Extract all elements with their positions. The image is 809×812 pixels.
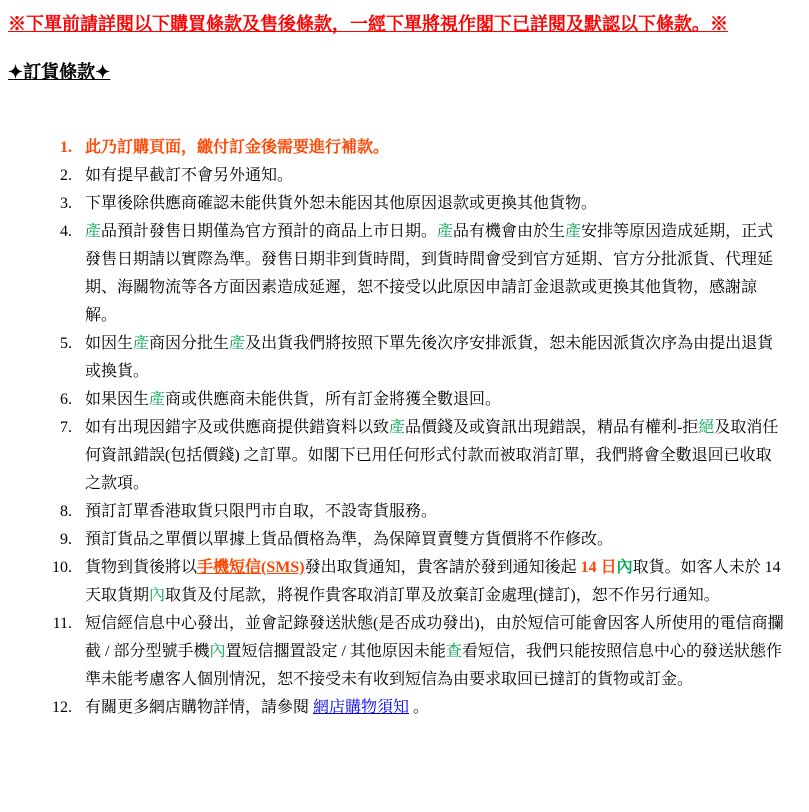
term-text	[85, 559, 781, 604]
highlighted-text: 產	[389, 419, 406, 436]
term-text	[85, 503, 437, 520]
plain-text: 及出貨我們將按照下單先後次序安排派貨，恕未能因派貨次序為由提出退貨或換貨。	[85, 335, 774, 380]
plain-text: 如因生	[85, 335, 134, 352]
term-text	[85, 531, 613, 548]
term-item	[8, 694, 787, 722]
term-item	[8, 218, 787, 330]
term-number: 1.	[60, 139, 72, 156]
highlighted-text: 內	[149, 587, 166, 604]
term-number: 10.	[52, 559, 72, 576]
term-text	[85, 139, 389, 156]
term-item	[8, 526, 787, 554]
term-number: 2.	[60, 167, 72, 184]
term-number: 7.	[60, 419, 72, 436]
plain-text: 及取消任何資訊錯誤(包括價錢) 之訂單。如閣下已用任何形式付款而被取消訂單，我們將會全數退回已收取之款項。	[85, 419, 779, 492]
term-text	[85, 223, 773, 324]
term-number: 9.	[60, 531, 72, 548]
highlighted-text: 產	[85, 223, 102, 240]
plain-text: 取貨。如客人未於 14 天取貨期	[85, 559, 781, 604]
term-number: 4.	[60, 223, 72, 240]
term-item	[8, 498, 787, 526]
plain-text: 預訂貨品之單價以單據上貨品價格為準，為保障買賣雙方貨價將不作修改。	[85, 531, 614, 548]
plain-text: 。	[409, 699, 430, 716]
term-text	[85, 167, 293, 184]
plain-text: 預訂訂單香港取貨只限門市自取，不設寄貨服務。	[85, 503, 438, 520]
term-item	[8, 162, 787, 190]
plain-text: 品有機會由於生	[453, 223, 566, 240]
term-item	[8, 134, 787, 162]
term-item	[8, 610, 787, 694]
plain-text: 置短信擱置設定 / 其他原因未能	[225, 643, 446, 660]
plain-text: 如有提早截訂不會另外通知。	[85, 167, 294, 184]
plain-text: 發出取貨通知，貴客請於發到通知後起	[304, 559, 581, 576]
plain-text: 商或供應商未能供貨，所有訂金將獲全數退回。	[165, 391, 502, 408]
highlighted-text: 查	[445, 643, 462, 660]
plain-text: 取貨及付尾款，將視作貴客取消訂單及放棄訂金處理(撻訂)，恕不作另行通知。	[165, 587, 720, 604]
highlighted-text: 產	[149, 391, 166, 408]
plain-text: 安排等原因造成延期，正式發售日期請以實際為準。發售日期非到貨時間，到貨時間會受到官方延期、官方分批派貨、代理延期、海關物流等各方面因素造成延遲，恕不接受以此原因申請訂金退款或更換其他貨物，感謝諒解。	[85, 223, 774, 324]
highlighted-text: 內	[616, 559, 633, 576]
term-item	[8, 190, 787, 218]
plain-text: 如有出現因錯字及或供應商提供錯資料以致	[85, 419, 390, 436]
terms-list	[8, 134, 787, 722]
plain-text: 品預計發售日期僅為官方預計的商品上市日期。	[101, 223, 438, 240]
shop-guide-link[interactable]: 網店購物須知	[313, 699, 410, 716]
term-text	[85, 419, 778, 492]
term-item	[8, 386, 787, 414]
highlighted-text: 絕	[698, 419, 715, 436]
plain-text: 商因分批生	[149, 335, 230, 352]
section-title-order-terms: ✦訂貨條款✦	[8, 62, 111, 82]
highlighted-text: 產	[565, 223, 582, 240]
purchase-notice: ※下單前請詳閱以下購買條款及售後條款，一經下單將視作閣下已詳閱及默認以下條款。※	[8, 14, 728, 34]
term-item	[8, 414, 787, 498]
term-number: 11.	[52, 615, 72, 632]
plain-text: 有關更多網店購物詳情，請參閱	[85, 699, 314, 716]
term-item	[8, 330, 787, 386]
term-text	[85, 615, 784, 688]
term-number: 6.	[60, 391, 72, 408]
plain-text: 短信經信息中心發出，並會記錄發送狀態(是否成功發出)，由於短信可能會因客人所使用的電信商攔截 / 部分型號手機	[85, 615, 784, 660]
highlighted-text: 內	[209, 643, 226, 660]
highlighted-text: 產	[437, 223, 454, 240]
plain-text: 貨物到貨後將以	[85, 559, 198, 576]
highlighted-text: 14 日	[580, 559, 617, 576]
plain-text: 品價錢及或資訊出現錯誤，精品有權利-拒	[405, 419, 699, 436]
highlighted-text: 產	[133, 335, 150, 352]
plain-text: 下單後除供應商確認未能供貨外恕未能因其他原因退款或更換其他貨物。	[85, 195, 598, 212]
highlighted-text: 產	[229, 335, 246, 352]
term-number: 8.	[60, 503, 72, 520]
term-number: 12.	[52, 699, 72, 716]
term-number: 3.	[60, 195, 72, 212]
plain-text: 看短信，我們只能按照信息中心的發送狀態作準未能考慮客人個別情況，恕不接受未有收到短信為由要求取回已撻訂的貨物或訂金。	[85, 643, 782, 688]
highlighted-text: 此乃訂購頁面，繳付訂金後需要進行補款。	[85, 139, 390, 156]
term-text	[85, 699, 429, 716]
term-text	[85, 195, 597, 212]
term-number: 5.	[60, 335, 72, 352]
term-text	[85, 391, 501, 408]
highlighted-text: 手機短信(SMS)	[197, 559, 305, 576]
term-text	[85, 335, 773, 380]
term-item	[8, 554, 787, 610]
plain-text: 如果因生	[85, 391, 150, 408]
